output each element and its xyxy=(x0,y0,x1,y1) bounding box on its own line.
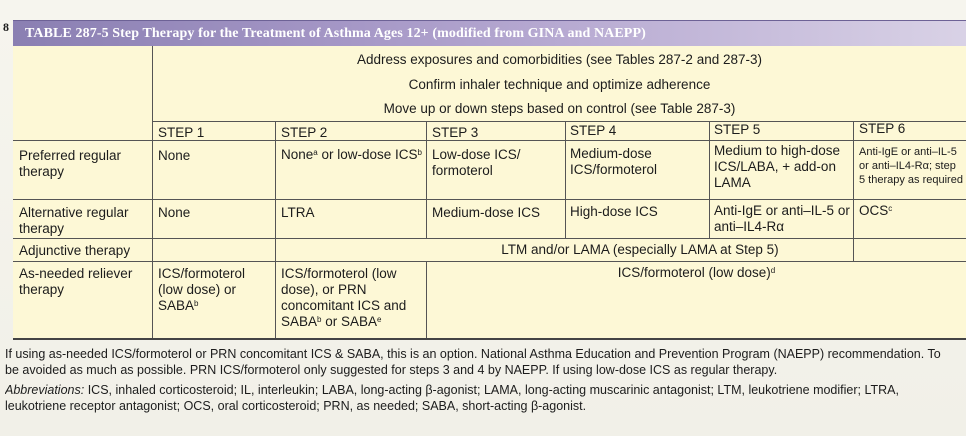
alternative-step3: Medium-dose ICS xyxy=(432,205,541,220)
preferred-step2-text: or low-dose ICS xyxy=(317,147,418,162)
reliever-step2 xyxy=(281,266,411,330)
band-inhaler-technique: Confirm inhaler technique and optimize adherence xyxy=(408,77,711,92)
alternative-step4: High-dose ICS xyxy=(570,204,658,219)
alternative-step5: Anti-IgE or anti–IL-5 or anti–IL4-Rα xyxy=(714,203,850,234)
grid-line xyxy=(152,46,153,338)
grid-line xyxy=(13,261,966,262)
reliever-step1-text: ICS/formoterol (low dose) or SABA xyxy=(158,266,246,313)
preferred-step4: Medium-dose ICS/formoterol xyxy=(570,146,658,177)
footnote-marker: b xyxy=(417,148,422,157)
footnote-marker: c xyxy=(888,204,893,213)
reliever-span-text: ICS/formoterol (low dose) xyxy=(617,265,771,280)
footnote-line-1: If using as-needed ICS/formoterol or PRN concomitant ICS & SABA, this is an option. National Asthma Education and Prevention Program (NAEPP) recommendation. To xyxy=(5,347,941,361)
footnote-line-2: be avoided as much as possible. PRN ICS/formoterol only suggested for steps 3 and 4 by NAEPP. If using low-dose ICS as regular therapy. xyxy=(5,363,778,377)
page-number: 8 xyxy=(3,20,9,34)
alternative-step6-text: OCS xyxy=(859,203,889,218)
band-move-steps: Move up or down steps based on control (see Table 287-3) xyxy=(383,101,736,116)
step-1-header: STEP 1 xyxy=(158,125,205,140)
preferred-step1: None xyxy=(158,148,191,163)
footnote-marker: b xyxy=(317,315,322,324)
grid-line xyxy=(13,140,966,141)
step-therapy-table xyxy=(13,46,966,340)
preferred-step3: Low-dose ICS/ formoterol xyxy=(432,147,521,178)
alternative-step1: None xyxy=(158,205,191,220)
step-6-header: STEP 6 xyxy=(859,121,906,136)
footnote-marker: a xyxy=(313,148,318,157)
table-title: TABLE 287-5 Step Therapy for the Treatment of Asthma Ages 12+ (modified from GINA and NAEPP) xyxy=(25,26,646,41)
step-3-header: STEP 3 xyxy=(432,125,479,140)
grid-line xyxy=(13,199,966,200)
footnote-marker: e xyxy=(377,315,382,324)
preferred-step6: Anti-IgE or anti–IL-5 or anti–IL4-Rα; step 5 therapy as required xyxy=(859,146,963,186)
preferred-step2 xyxy=(281,147,426,163)
band-exposures: Address exposures and comorbidities (see Tables 287-2 and 287-3) xyxy=(357,52,762,67)
abbreviations-label: Abbreviations: xyxy=(5,383,85,397)
row-label-preferred: Preferred regular therapy xyxy=(19,148,122,179)
reliever-step2-text: or SABA xyxy=(321,314,378,329)
step-4-header: STEP 4 xyxy=(570,123,617,138)
preferred-step2-text: None xyxy=(281,147,314,162)
reliever-span xyxy=(427,265,966,281)
abbreviations-text: ICS, inhaled corticosteroid; IL, interleukin; LABA, long-acting β-agonist; LAMA, long-acting muscarinic antagonist; LTM, leukotriene modifier; LTRA, xyxy=(84,383,899,397)
footnote-marker: b xyxy=(194,299,199,308)
grid-line xyxy=(275,121,276,338)
footnote-marker: d xyxy=(770,266,776,275)
alternative-step2: LTRA xyxy=(281,205,315,220)
reliever-step2-text: ICS/formoterol (low dose), or PRN concomitant ICS and SABA xyxy=(281,266,407,329)
row-label-alternative: Alternative regular therapy xyxy=(19,205,129,236)
grid-line xyxy=(426,121,427,238)
grid-line xyxy=(13,238,966,239)
step-2-header: STEP 2 xyxy=(281,125,328,140)
table-title-bar xyxy=(13,20,966,48)
alternative-step6 xyxy=(859,203,892,219)
reliever-step1 xyxy=(158,266,273,314)
step-5-header: STEP 5 xyxy=(714,122,761,137)
grid-line xyxy=(853,121,854,261)
adjunctive-span: LTM and/or LAMA (especially LAMA at Step 5) xyxy=(501,242,779,257)
abbreviations-line-1 xyxy=(5,382,963,398)
preferred-step5: Medium to high-dose ICS/LABA, + add-on LAMA xyxy=(714,143,841,190)
grid-line xyxy=(709,121,710,238)
row-label-adjunctive: Adjunctive therapy xyxy=(19,243,131,258)
abbreviations-line-2: leukotriene receptor antagonist; OCS, oral corticosteroid; PRN, as needed; SABA, short-acting β-agonist. xyxy=(5,399,587,413)
grid-line xyxy=(565,121,566,238)
row-label-reliever: As-needed reliever therapy xyxy=(19,266,133,297)
